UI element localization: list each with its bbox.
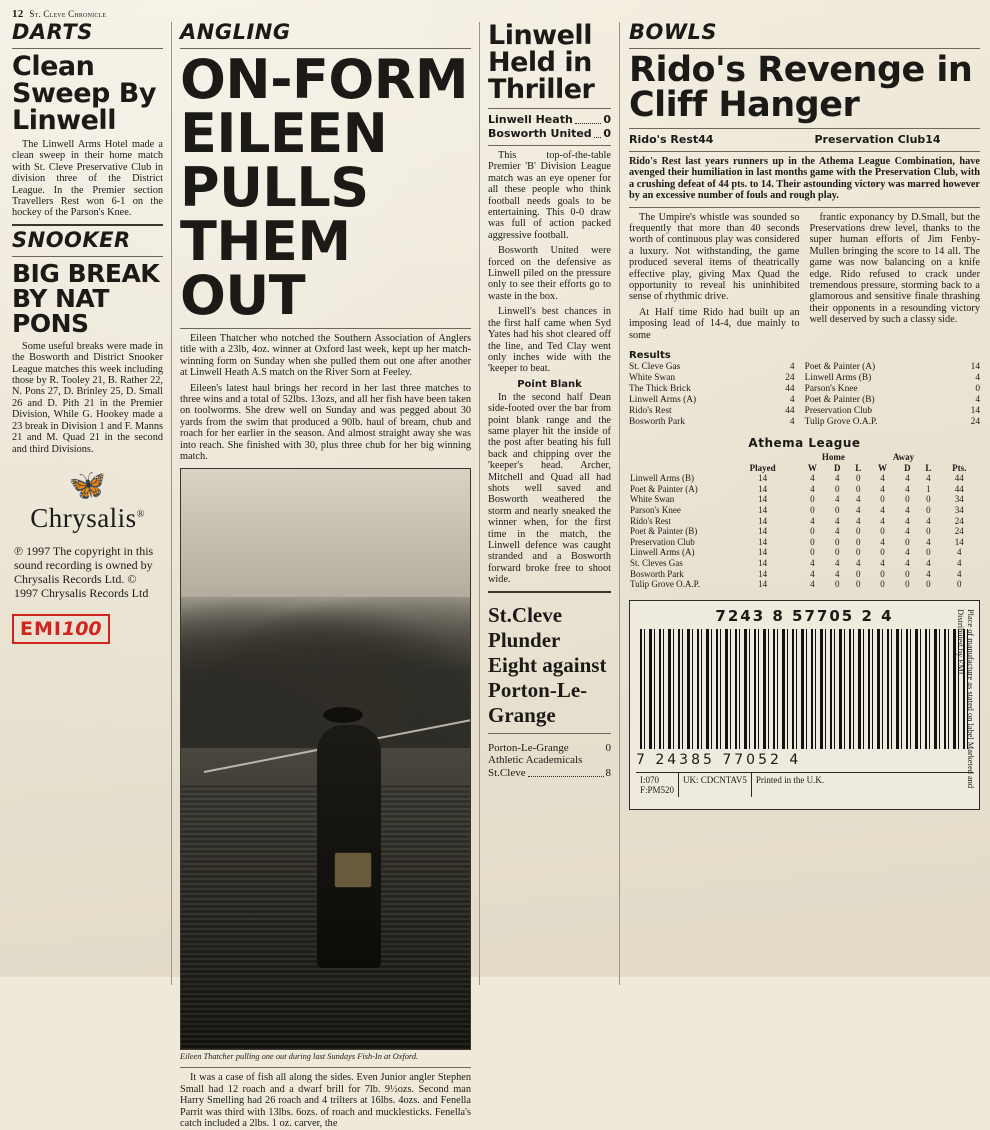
league-cell: 0 <box>855 536 861 547</box>
table-row <box>629 473 980 484</box>
divider <box>12 48 163 49</box>
league-cell: 14 <box>758 579 768 590</box>
league-cell: 4 <box>905 505 910 516</box>
football-p2: Bosworth United were forced on the defensive as Linwell piled on the pressure only to see their efforts go to waste in the box. <box>488 245 611 302</box>
league-cell: 0 <box>880 526 885 537</box>
league-cell: 24 <box>954 515 964 526</box>
table-row <box>629 373 980 384</box>
league-cell: 14 <box>758 483 768 494</box>
league-cell: 0 <box>810 505 815 516</box>
section-angling: ANGLING <box>180 20 291 44</box>
league-team: White Swan <box>630 494 675 505</box>
table-row <box>629 516 980 527</box>
results-table <box>629 362 980 428</box>
league-cell: 14 <box>758 547 768 558</box>
divider <box>488 591 611 593</box>
league-cell: 0 <box>926 505 931 516</box>
league-header-aw: W <box>877 462 887 473</box>
barcode-catalogue-number: 7243 8 57705 2 4 <box>715 606 894 625</box>
league-cell: 4 <box>880 505 885 516</box>
column-three <box>480 22 620 985</box>
league-header-hw: W <box>807 462 817 473</box>
league-cell: 4 <box>926 536 931 547</box>
headline-snooker: BIG BREAK BY NAT PONS <box>12 258 160 338</box>
score-row <box>488 127 611 140</box>
butterfly-icon: 🦋 <box>68 468 107 502</box>
league-cell: 14 <box>758 536 768 547</box>
league-cell: 4 <box>855 515 861 526</box>
results-title: Results <box>629 350 671 362</box>
photo-caption: Eileen Thatcher pulling one out during last Sundays Fish-In at Oxford. <box>180 1052 419 1062</box>
football-p3: Linwell's best chances in the first half came when Syd Yates had his shot cleared off the line, and Ted Clay went only inches wide with the 'keeper to beat. <box>488 306 611 375</box>
score-row <box>488 767 611 779</box>
league-cell: 44 <box>954 473 964 484</box>
league-cell: 0 <box>926 526 931 537</box>
barcode-footer <box>636 772 973 797</box>
league-cell: 0 <box>926 579 931 590</box>
bowls-p2: At Half time Rido had built up an imposing lead of 14-4, due mainly to some <box>629 306 800 341</box>
divider <box>12 224 163 226</box>
league-header-row <box>629 463 980 474</box>
league-cell: 4 <box>855 494 861 505</box>
league-team: Linwell Arms (B) <box>630 473 694 484</box>
results-away: Linwell Arms (B) <box>804 373 872 384</box>
league-cell: 4 <box>834 473 840 484</box>
results-home-score: 4 <box>789 417 795 428</box>
barcode-uk-code: UK: CDCNTAV5 <box>679 773 752 797</box>
score-value: 0 <box>605 741 611 754</box>
results-home: White Swan <box>629 373 676 384</box>
results-away: Parson's Knee <box>804 384 858 395</box>
results-home: St. Cleve Gas <box>629 362 681 373</box>
photo-angler-bag <box>334 852 372 888</box>
bowls-scoreline <box>629 133 980 146</box>
table-row <box>629 558 980 569</box>
bowls-p3: frantic exponancy by D.Small, but the Preservations drew level, thanks to the super human efforts of Jim Fenby-Mullen bringing the score to 14 all. The game was now balancing on a knife edge. Rido refused to crack under tremendous pressure, storming back to a glamorous and sensitive finale thrashing their opponents in a resounding victory well deserved by such a classy side. <box>809 211 980 326</box>
bowls-body-right <box>810 212 981 345</box>
headline-angling: ON-FORM EILEEN PULLS THEM OUT <box>180 48 469 327</box>
results-away-score: 0 <box>975 384 980 395</box>
league-cell: 4 <box>957 558 962 569</box>
league-cell: 0 <box>926 547 931 558</box>
league-cell: 0 <box>926 494 931 505</box>
divider <box>629 128 980 129</box>
league-cell: 4 <box>810 483 815 494</box>
divider <box>488 145 611 146</box>
divider <box>488 733 611 734</box>
score-value: 44 <box>698 133 714 146</box>
score-leader <box>575 113 602 124</box>
results-away-score: 14 <box>970 406 980 417</box>
league-cell: 1 <box>926 483 931 494</box>
copyright-text: ℗ 1997 The copyright in this sound recording is owned by Chrysalis Records Ltd. © 1997 Chrysalis Records Ltd <box>14 543 154 600</box>
table-row <box>629 505 980 516</box>
article-darts-body: The Linwell Arms Hotel made a clean sweep in their home match with St. Cleve Preservative Club in division three of the District League. In the Premier section Travellers Rest won 6-1 on the hockey of the Parson's Knee. <box>12 139 163 219</box>
league-team-col <box>629 452 727 463</box>
league-cell: 14 <box>758 515 768 526</box>
results-home: The Thick Brick <box>629 384 691 395</box>
results-home-score: 4 <box>789 395 795 406</box>
photo-treeline <box>181 597 470 748</box>
divider <box>629 207 980 208</box>
league-cell: 4 <box>834 568 840 579</box>
results-away-score: 4 <box>975 395 980 406</box>
record-label-logo <box>12 468 163 534</box>
bowls-body-columns <box>629 212 980 345</box>
table-row <box>629 537 980 548</box>
score-row <box>488 742 611 766</box>
league-cell: 14 <box>954 536 964 547</box>
league-team: Poet & Painter (A) <box>630 483 698 494</box>
section-darts: DARTS <box>12 20 93 44</box>
league-cell: 4 <box>926 568 931 579</box>
registered-mark: ® <box>136 508 145 520</box>
league-cell: 4 <box>880 515 885 526</box>
results-home: Bosworth Park <box>629 417 685 428</box>
league-cell: 4 <box>834 526 840 537</box>
headline-darts: Clean Sweep By Linwell <box>12 51 156 136</box>
score-leader <box>594 127 602 138</box>
league-cell: 0 <box>855 547 861 558</box>
league-cell: 4 <box>926 558 931 569</box>
league-cell: 4 <box>855 505 861 516</box>
results-away: Poet & Painter (A) <box>804 362 876 373</box>
league-cell: 4 <box>810 579 815 590</box>
results-away: Poet & Painter (B) <box>804 395 875 406</box>
league-cell: 4 <box>926 473 931 484</box>
league-cell: 0 <box>834 483 840 494</box>
results-away: Tulip Grove O.A.P. <box>804 417 878 428</box>
league-cell: 0 <box>855 568 861 579</box>
score-team: Rido's Rest <box>629 133 699 146</box>
league-cell: 44 <box>954 483 964 494</box>
results-home-score: 44 <box>785 406 795 417</box>
league-group-away: Away <box>892 452 915 463</box>
page-number: 12 <box>12 8 24 20</box>
league-cell: 0 <box>834 505 840 516</box>
section-bowls: BOWLS <box>629 20 718 44</box>
results-away-score: 24 <box>970 417 980 428</box>
league-cell: 4 <box>905 526 910 537</box>
table-row <box>629 579 980 590</box>
table-row <box>629 569 980 580</box>
league-team: Bosworth Park <box>630 568 684 579</box>
league-header-al: L <box>925 462 932 473</box>
subhead-point-blank: Point Blank <box>517 378 582 390</box>
league-header-pts: Pts. <box>952 462 967 473</box>
league-team: Poet & Painter (B) <box>630 526 698 537</box>
article-angling-p2: Eileen's latest haul brings her record in her last three matches to three wins and a total of 52lbs. 13ozs, and all her fish have been taken on toolworms. She drew well on Sunday and was pegged about 30 yards from the swim that produced a 90lb. haul of bream, chub and roach for her earlier in the season. And almost straight away she was into reach. She finished with 30, plus three chub for her big winning match. <box>180 382 471 463</box>
league-cell: 4 <box>957 547 962 558</box>
table-row <box>629 406 980 417</box>
section-snooker: SNOOKER <box>12 227 131 252</box>
league-cell: 4 <box>810 558 815 569</box>
headline-football: Linwell Held in Thriller <box>488 20 595 105</box>
league-cell: 14 <box>758 568 768 579</box>
column-four <box>620 22 980 985</box>
divider <box>12 256 163 257</box>
league-cell: 4 <box>880 483 885 494</box>
masthead <box>12 8 980 20</box>
league-cell: 24 <box>954 526 964 537</box>
league-table <box>629 452 980 590</box>
league-cell: 0 <box>880 568 885 579</box>
barcode-panel <box>629 600 980 810</box>
table-row <box>629 362 980 373</box>
divider <box>488 108 611 109</box>
score-row <box>488 113 611 126</box>
league-header-hl: L <box>855 462 862 473</box>
barcode-bars <box>640 629 969 749</box>
results-away-score: 4 <box>975 373 980 384</box>
results-home: Rido's Rest <box>629 406 672 417</box>
league-cell: 34 <box>954 494 964 505</box>
bowls-p1: The Umpire's whistle was sounded so frequently that more than 40 seconds worth of continuous play was considered a luxury. Not withstanding, the game produced several items of theatrically effective play, giving Max Quad the opportunity to reveal his uninhibited sense of rhythmic drive. <box>629 211 800 303</box>
league-cell: 14 <box>758 526 768 537</box>
score-row <box>629 133 795 146</box>
league-cell: 4 <box>834 558 840 569</box>
stcleve-scores <box>488 742 611 779</box>
score-team: Linwell Heath <box>488 113 573 126</box>
league-cell: 4 <box>926 515 931 526</box>
columns-container <box>12 20 980 1130</box>
results-away: Preservation Club <box>804 406 873 417</box>
table-row <box>629 547 980 558</box>
league-cell: 4 <box>957 568 962 579</box>
league-header-ad: D <box>904 462 911 473</box>
headline-bowls: Rido's Revenge in Cliff Hanger <box>629 50 973 125</box>
league-cell: 0 <box>834 536 840 547</box>
article-angling-footer: It was a case of fish all along the sides. Even Junior angler Stephen Small had 12 roach and a dwarf brill for 7lb. 9½ozs. Second man Harry Smelling had 26 roach and 4 trilters at 16lbs. 4ozs. and Fenella Parrit was third with 13lbs. 6ozs. of roach and mucklesticks. Fenella's catch included a 2lbs. 1 oz. carver, the <box>180 1072 471 1130</box>
league-cell: 0 <box>880 494 885 505</box>
league-cell: 0 <box>810 494 815 505</box>
barcode-printed-in: Printed in the U.K. <box>755 774 825 785</box>
results-home: Linwell Arms (A) <box>629 395 697 406</box>
score-row <box>815 133 981 146</box>
barcode-ean-number: 7 24385 77052 4 <box>636 751 802 768</box>
league-cell: 0 <box>810 526 815 537</box>
photo-angler-hat <box>323 707 363 723</box>
league-team: Parson's Knee <box>630 505 681 516</box>
league-cell: 4 <box>855 558 861 569</box>
league-cell: 4 <box>810 473 815 484</box>
league-cell: 4 <box>880 536 885 547</box>
league-cell: 0 <box>810 536 815 547</box>
table-row <box>629 395 980 406</box>
league-cell: 4 <box>880 473 885 484</box>
score-value: 14 <box>925 133 941 146</box>
column-one <box>12 22 172 985</box>
league-cell: 4 <box>905 558 910 569</box>
league-group-home: Home <box>821 452 845 463</box>
article-angling-p1: Eileen Thatcher who notched the Southern Association of Anglers title with a 23lb, 4oz. winner at Oxford last week, kept up her match-winning form on Sunday when she pulled them out one after another at Linwell Heath A.S match on the River Sorn at Feeley. <box>180 333 471 379</box>
league-cell: 0 <box>810 547 815 558</box>
league-header-team <box>629 463 727 474</box>
divider <box>180 1067 471 1068</box>
league-played-spacer <box>727 452 798 463</box>
bowls-lead: Rido's Rest last years runners up in the Athema League Combination, have avenged their humiliation in last months game with the Preservation Club, with a crushing defeat of 44 pts. to 14. Their astounding victory was marred however by an excessive number of fouls and rough play. <box>629 156 980 202</box>
league-header-hd: D <box>833 462 841 473</box>
league-group-header <box>629 452 980 463</box>
league-cell: 0 <box>880 579 885 590</box>
score-team: Porton-Le-Grange Athletic Academicals <box>488 741 583 766</box>
score-value: 0 <box>603 113 611 126</box>
emi-100-logo <box>12 614 110 644</box>
publication-title: St. Cleve Chronicle <box>29 9 107 19</box>
league-team: Linwell Arms (A) <box>630 547 695 558</box>
league-pts-spacer <box>939 452 980 463</box>
score-value: 0 <box>603 127 611 140</box>
bowls-body-left <box>629 212 800 345</box>
barcode-catalogue-codes <box>636 773 679 797</box>
barcode-code-1: I:070 <box>640 774 659 785</box>
score-team: St.Cleve <box>488 766 526 779</box>
league-cell: 0 <box>905 536 910 547</box>
table-row <box>629 484 980 495</box>
results-home-score: 4 <box>789 362 795 373</box>
league-cell: 0 <box>905 579 910 590</box>
headline-stcleve: St.Cleve Plunder Eight against Porton-Le-Grange <box>488 602 607 727</box>
league-cell: 4 <box>810 568 815 579</box>
league-team: Rido's Rest <box>630 515 671 526</box>
league-cell: 4 <box>905 473 910 484</box>
table-row <box>629 494 980 505</box>
divider <box>629 151 980 152</box>
score-leader <box>528 767 604 777</box>
league-cell: 0 <box>905 568 910 579</box>
league-team: Tulip Grove O.A.P. <box>630 579 700 590</box>
divider <box>629 48 980 49</box>
league-table-title: Athema League <box>748 436 861 451</box>
emi-100-label: 100 <box>61 617 102 640</box>
league-cell: 4 <box>905 483 910 494</box>
results-home-score: 24 <box>785 373 795 384</box>
score-value: 8 <box>605 766 611 779</box>
photo-angler <box>180 468 471 1050</box>
league-cell: 0 <box>834 547 840 558</box>
results-home-score: 44 <box>785 384 795 395</box>
league-cell: 0 <box>834 579 840 590</box>
league-cell: 0 <box>855 483 861 494</box>
league-cell: 0 <box>855 526 861 537</box>
league-header-played: Played <box>749 462 776 473</box>
barcode-code-2: F:PM520 <box>640 784 675 795</box>
results-away-score: 14 <box>970 362 980 373</box>
table-row <box>629 384 980 395</box>
league-cell: 0 <box>855 579 861 590</box>
table-row <box>629 526 980 537</box>
league-cell: 34 <box>954 505 964 516</box>
column-two <box>172 20 480 1130</box>
league-cell: 4 <box>905 547 910 558</box>
league-cell: 0 <box>957 579 962 590</box>
league-cell: 4 <box>905 515 910 526</box>
score-team: Preservation Club <box>814 133 926 146</box>
league-cell: 14 <box>758 494 768 505</box>
barcode-side-text: Place of manufacture as stated on label Marketed and Distributed by EMI <box>956 608 975 788</box>
league-cell: 4 <box>834 515 840 526</box>
league-team: St. Cleves Gas <box>630 558 683 569</box>
football-p1: This top-of-the-table Premier 'B' Division League match was an eye opener for all these people who think football needs goals to be entertaining. This 0-0 draw was full of action packed aggressive football. <box>488 150 611 241</box>
league-cell: 14 <box>758 473 768 484</box>
photo-angler-figure <box>317 725 381 969</box>
league-cell: 0 <box>855 473 861 484</box>
league-team: Preservation Club <box>630 536 695 547</box>
divider <box>180 328 471 329</box>
score-team: Bosworth United <box>488 127 592 140</box>
league-cell: 0 <box>880 547 885 558</box>
league-cell: 14 <box>758 558 768 569</box>
article-snooker-body: Some useful breaks were made in the Bosworth and District Snooker League matches this week including those by R. Tooley 21, B. Rather 22, N. Pons 27, D. Brinley 25, D. Small 26 and D. Pith 21 in the Premier Division, While G. Hookey made a 23 break in Division 1 and F. Manns 21 and M. Quad 21 in the second and third Divisions. <box>12 340 163 455</box>
league-cell: 14 <box>758 505 768 516</box>
league-cell: 4 <box>834 494 840 505</box>
label-brand-name: Chrysalis® <box>30 502 145 533</box>
league-cell: 0 <box>905 494 910 505</box>
football-p4: In the second half Dean side-footed over the bar from point blank range and the same player hit the inside of the post after beating his full back and chipping over the 'keeper's head. Archer, Mitchell and Quad all had shots well saved and Bosworth weathered the storm and nearly sneaked the winner when, for the first time in the match, the Linwell defence was caught stranded and a Bosworth forward broke free to shoot wide. <box>488 391 611 586</box>
table-row <box>629 417 980 428</box>
league-cell: 4 <box>880 558 885 569</box>
emi-label: EMI <box>20 617 62 640</box>
league-cell: 4 <box>810 515 815 526</box>
